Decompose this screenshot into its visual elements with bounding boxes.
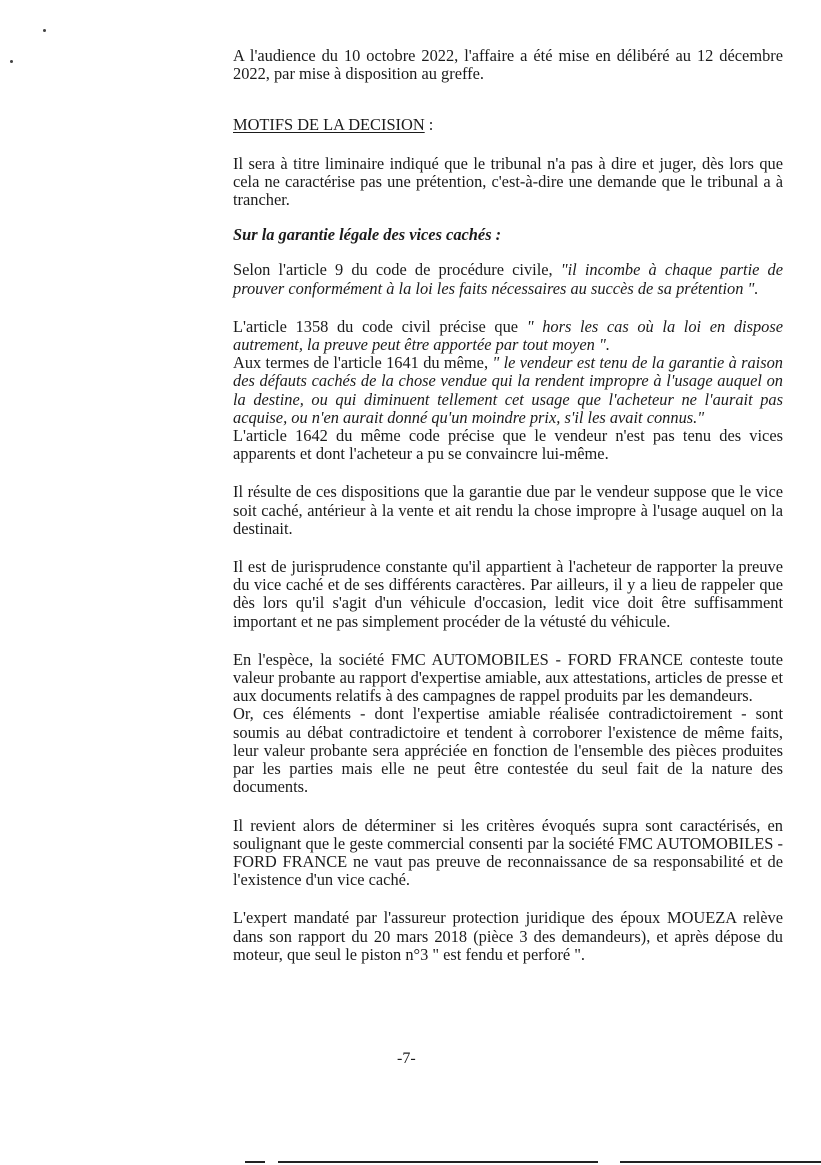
paragraph-evidence: Or, ces éléments - dont l'expertise amiable réalisée contradictoirement - sont soumis au débat contradictoire et tendent à corroborer l'existence de même faits, leur valeur probante sera appréciée en fonction de l'ensemble des pièces produites par les parties mais elle ne peut être contestée du seul fait de la nature des documents.: [233, 704, 783, 797]
paragraph-hearing: A l'audience du 10 octobre 2022, l'affaire a été mise en délibéré au 12 décembre 2022, par mise à disposition au greffe.: [233, 46, 783, 84]
article-1358-intro: L'article 1358 du code civil précise que: [233, 316, 527, 336]
scan-edge-line: [278, 1161, 598, 1163]
paragraph-jurisprudence: Il est de jurisprudence constante qu'il appartient à l'acheteur de rapporter la preuve du vice caché et de ses différents caractères. Par ailleurs, il y a lieu de rappeler que dès lors qu'il s'agit d'un véhicule d'occasion, ledit vice doit être suffisamment important et ne pas simplement procéder de la vétusté du véhicule.: [233, 557, 783, 631]
document-body: [233, 47, 783, 964]
subsection-heading: Sur la garantie légale des vices cachés :: [233, 225, 502, 245]
paragraph-contestation: En l'espèce, la société FMC AUTOMOBILES - FORD FRANCE conteste toute valeur probante au rapport d'expertise amiable, aux attestations, articles de presse et aux documents relatifs à des campagnes de rappel produits par les demandeurs.: [233, 649, 783, 706]
scan-speck: [10, 60, 13, 63]
article-9-intro: Selon l'article 9 du code de procédure civile,: [233, 260, 561, 280]
paragraph-expert: L'expert mandaté par l'assureur protection juridique des époux MOUEZA relève dans son rapport du 20 mars 2018 (pièce 3 des demandeurs), et après dépose du moteur, que seul le piston n°3 " est fendu et perforé ".: [233, 908, 783, 964]
paragraph-conditions: Il résulte de ces dispositions que la garantie due par le vendeur suppose que le vice soit caché, antérieur à la vente et ait rendu la chose impropre à l'usage auquel on la destinait.: [233, 482, 783, 538]
section-heading-colon: :: [424, 115, 434, 135]
paragraph-criteria: Il revient alors de déterminer si les critères évoqués supra sont caractérisés, en soulignant que le geste commercial consenti par la société FMC AUTOMOBILES - FORD FRANCE ne vaut pas preuve de reconnaissance de sa responsabilité et de l'existence d'un vice caché.: [233, 815, 783, 890]
scan-edge-line: [620, 1161, 821, 1163]
paragraph-article-1641: [233, 354, 783, 427]
article-1641-quote: " le vendeur est tenu de la garantie à raison des défauts cachés de la chose vendue qui la rendent impropre à l'usage auquel on la destine, ou qui diminuent tellement cet usage que l'acheteur ne l'aurait pas acquise, ou n'en aurait donné qu'un moindre prix, s'il les avait connus.": [233, 353, 783, 427]
paragraph-article-1642: L'article 1642 du même code précise que le vendeur n'est pas tenu des vices apparents et dont l'acheteur a pu se convaincre lui-même.: [233, 426, 783, 464]
paragraph-article-9: [233, 261, 783, 297]
section-heading-line: [233, 116, 783, 134]
article-1641-intro: Aux termes de l'article 1641 du même,: [233, 353, 493, 373]
section-heading: MOTIFS DE LA DECISION: [233, 115, 425, 135]
scan-edge-line: [245, 1161, 265, 1163]
article-1358-quote: " hors les cas où la loi en dispose autrement, la preuve peut être apportée par tout moyen ".: [233, 316, 784, 355]
paragraph-article-1358: [233, 318, 783, 354]
scan-speck: [43, 29, 46, 32]
page-number: -7-: [397, 1050, 416, 1067]
paragraph-preliminary: Il sera à titre liminaire indiqué que le tribunal n'a pas à dire et juger, dès lors que cela ne caractérise pas une prétention, c'est-à-dire une demande que le tribunal a à trancher.: [233, 153, 783, 210]
article-9-quote: "il incombe à chaque partie de prouver conformément à la loi les faits nécessaires au succès de sa prétention ".: [233, 260, 783, 298]
